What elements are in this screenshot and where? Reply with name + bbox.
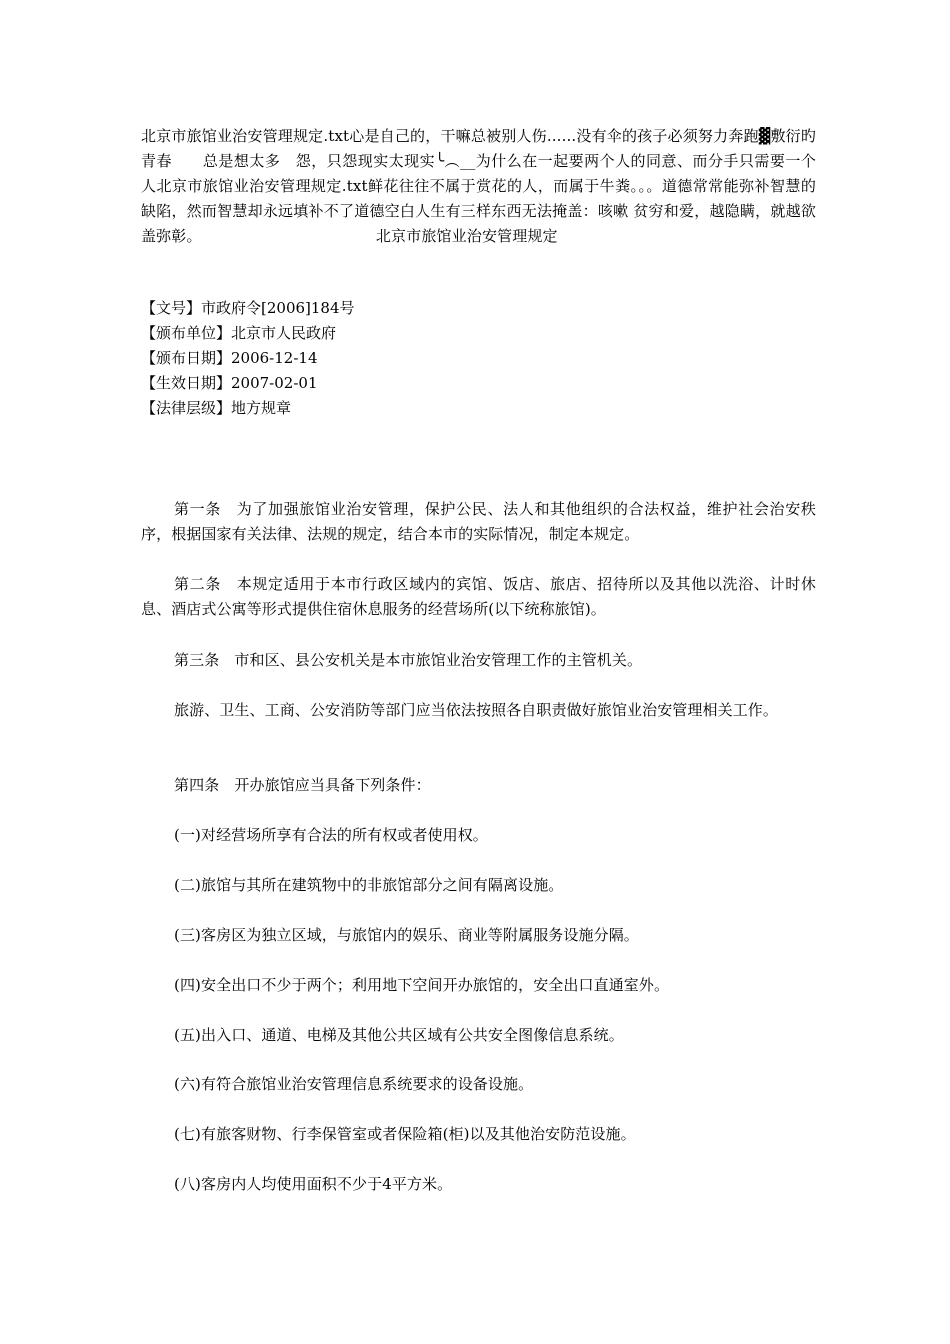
condition-7: (七)有旅客财物、行李保管室或者保险箱(柜)以及其他治安防范设施。: [174, 1125, 636, 1143]
condition-2: (二)旅馆与其所在建筑物中的非旅馆部分之间有隔离设施。: [174, 876, 564, 894]
effective-date: 【生效日期】2007-02-01: [141, 374, 318, 392]
condition-5: (五)出入口、通道、电梯及其他公共区域有公共安全图像信息系统。: [174, 1026, 624, 1044]
article-3-paragraph-2: 旅游、卫生、工商、公安消防等部门应当依法按照各自职责做好旅馆业治安管理相关工作。: [174, 701, 779, 719]
condition-1: (一)对经营场所享有合法的所有权或者使用权。: [174, 826, 488, 844]
article-2: 第二条 本规定适用于本市行政区域内的宾馆、饭店、旅店、招待所以及其他以洗浴、计时休息、酒店式公寓等形式提供住宿休息服务的经营场所(以下统称旅馆)。: [141, 575, 816, 618]
article-4: 第四条 开办旅馆应当具备下列条件：: [174, 776, 431, 794]
issue-date: 【颁布日期】2006-12-14: [141, 349, 318, 367]
condition-4: (四)安全出口不少于两个；利用地下空间开办旅馆的，安全出口直通室外。: [174, 976, 670, 994]
doc-number: 【文号】市政府令[2006]184号: [141, 299, 355, 317]
issuer: 【颁布单位】北京市人民政府: [141, 324, 337, 342]
article-1: 第一条 为了加强旅馆业治安管理，保护公民、法人和其他组织的合法权益，维护社会治安秩序，根据国家有关法律、法规的规定，结合本市的实际情况，制定本规定。: [141, 500, 816, 543]
legal-level: 【法律层级】地方规章: [141, 399, 292, 417]
condition-6: (六)有符合旅馆业治安管理信息系统要求的设备设施。: [174, 1075, 534, 1093]
document-metadata: [141, 296, 355, 421]
intro-paragraph: 北京市旅馆业治安管理规定.txt心是自己的，干嘛总被别人伤......没有伞的孩子必须努力奔跑▓敷衍旳青春 总是想太多 怨，只怨现实太现实╰︵__为什么在一起要两个人的同意、而分手只需要一个人北京市旅馆业治安管理规定.txt鲜花往往不属于赏花的人，而属于牛粪。。。道德常常能弥补智慧的缺陷，然而智慧却永远填补不了道德空白人生有三样东西无法掩盖：咳嗽 贫穷和爱，越隐瞒，就越欲盖弥彰。 北京市旅馆业治安管理规定: [141, 127, 816, 245]
article-3: 第三条 市和区、县公安机关是本市旅馆业治安管理工作的主管机关。: [174, 651, 643, 669]
condition-3: (三)客房区为独立区域，与旅馆内的娱乐、商业等附属服务设施分隔。: [174, 926, 639, 944]
condition-8: (八)客房内人均使用面积不少于4平方米。: [174, 1175, 453, 1193]
